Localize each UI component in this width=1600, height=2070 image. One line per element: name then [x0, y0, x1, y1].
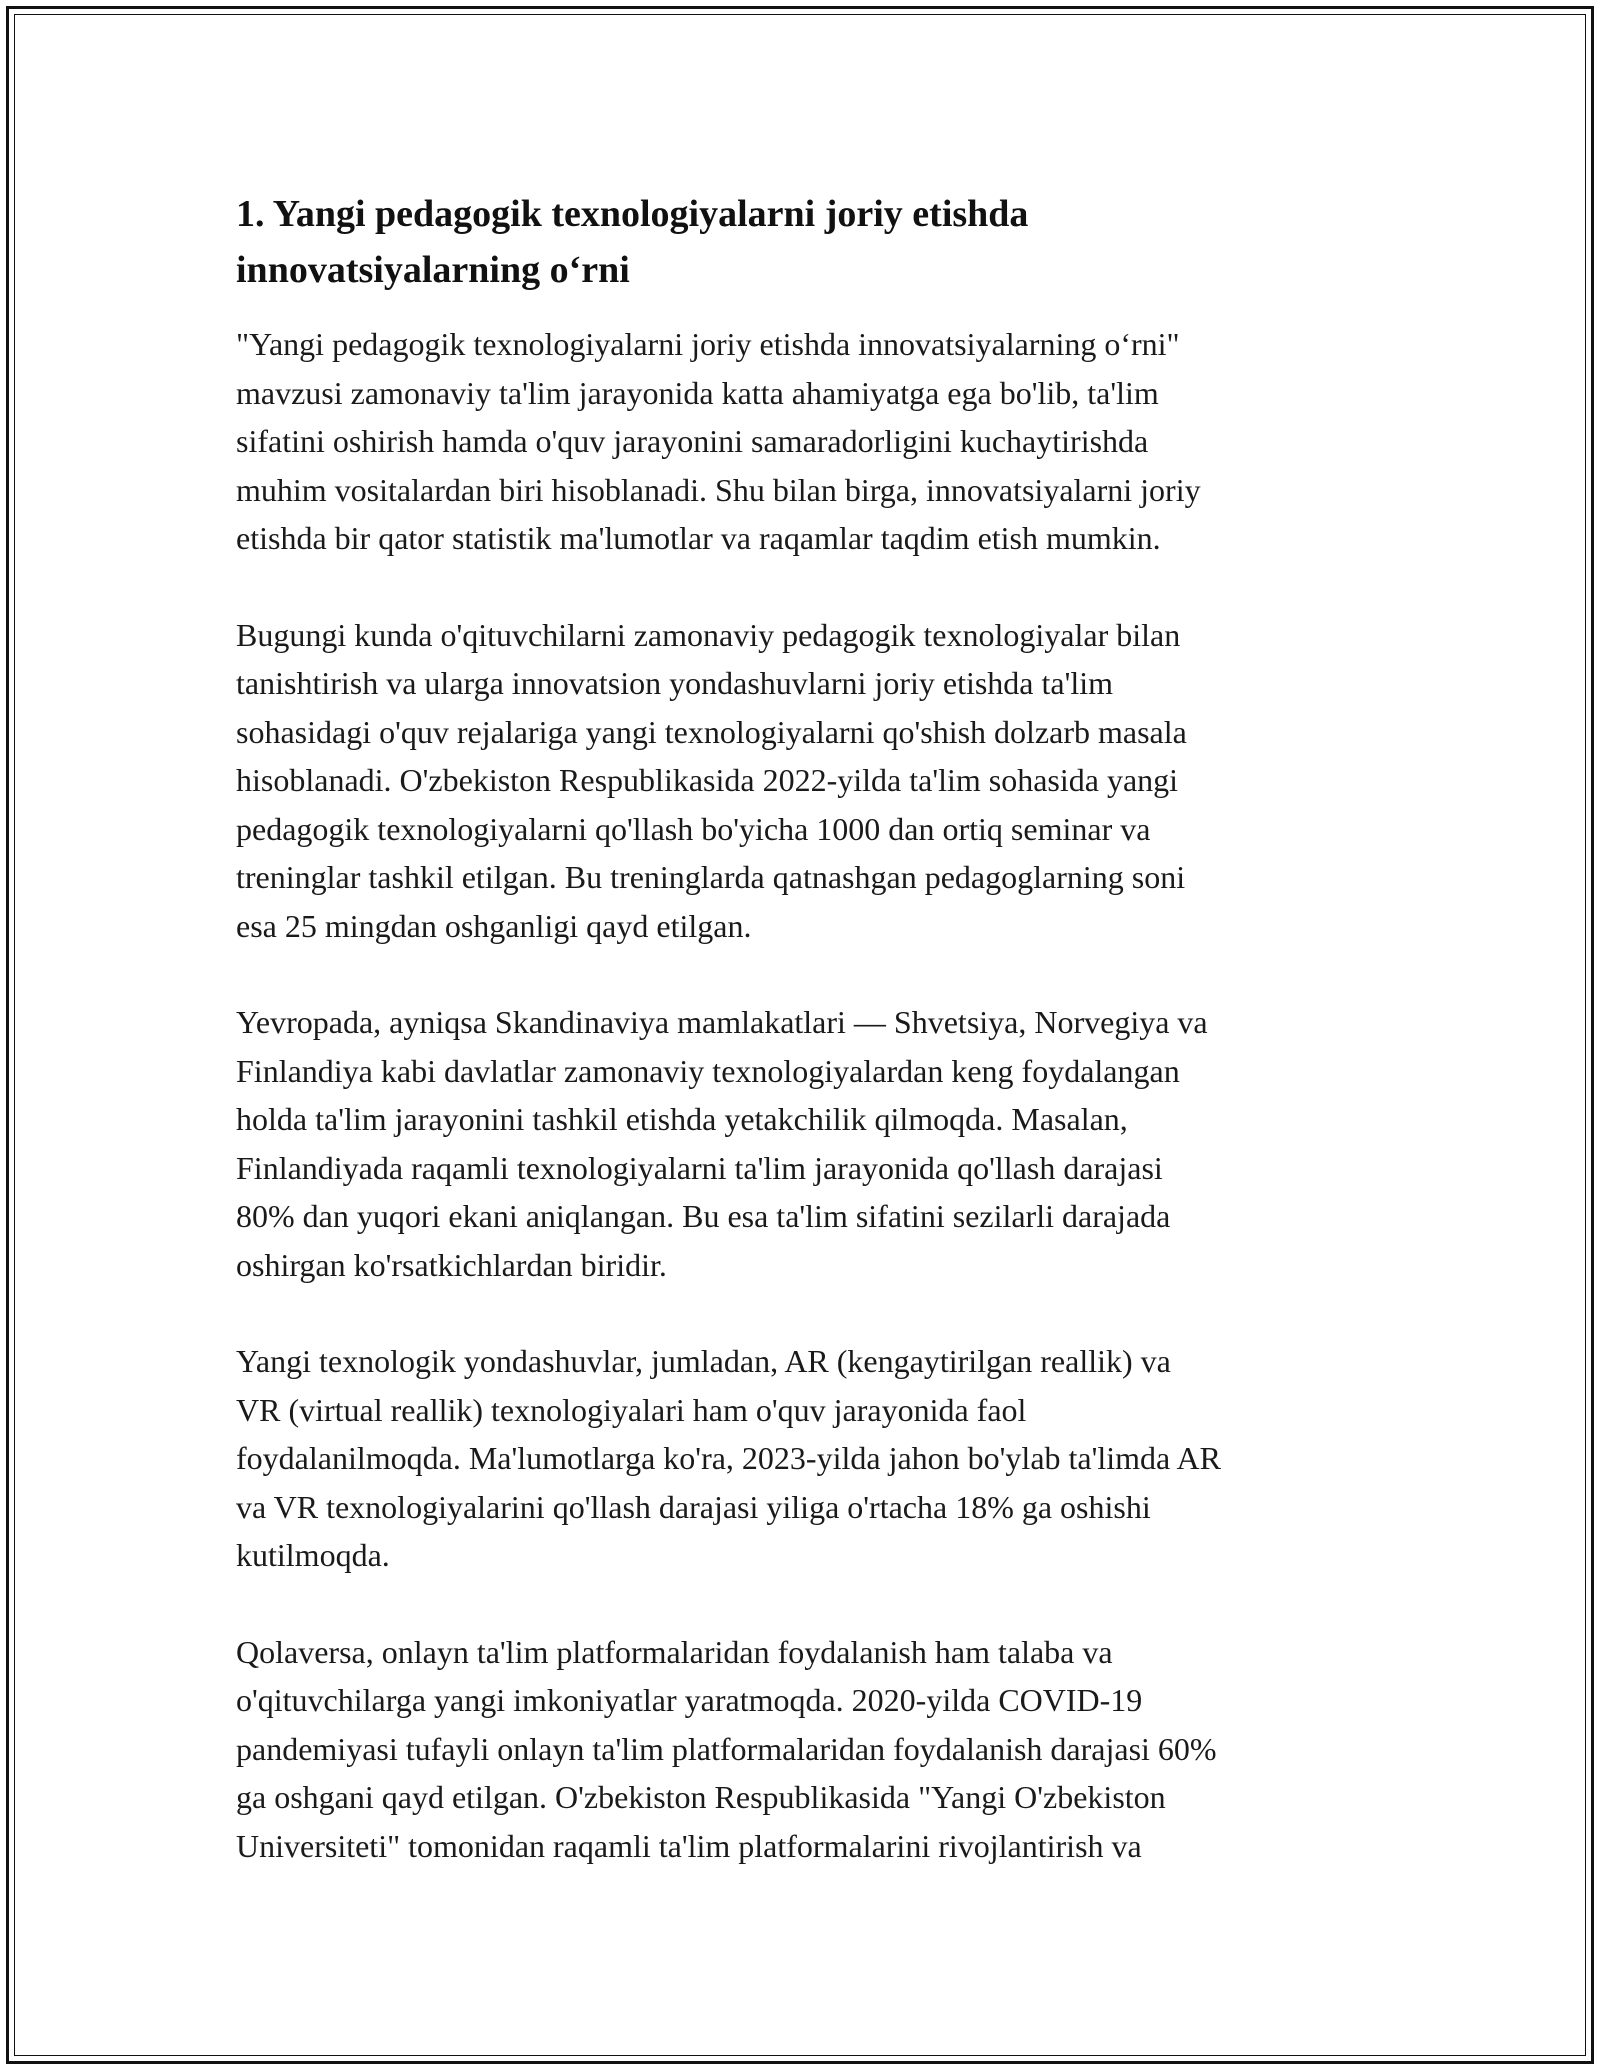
paragraph-intro: "Yangi pedagogik texnologiyalarni joriy etishda innovatsiyalarning o‘rni" mavzusi zamonaviy ta'lim jarayonida katta ahamiyatga ega bo'lib, ta'lim sifatini oshirish hamda o'quv jarayonini samaradorligini kuchaytirishda muhim vositalardan biri hisoblanadi. Shu bilan birga, innovatsiyalarni joriy etishda bir qator statistik ma'lumotlar va raqamlar taqdim etish mumkin. [236, 326, 1201, 556]
section-title: 1. Yangi pedagogik texnologiyalarni joriy etishda innovatsiyalarning o‘rni [236, 193, 1029, 291]
paragraph-uzbekistan-trainings: Bugungi kunda o'qituvchilarni zamonaviy pedagogik texnologiyalar bilan tanishtirish va ularga innovatsion yondashuvlarni joriy etishda ta'lim sohasidagi o'quv rejalariga yangi texnologiyalarni qo'shish dolzarb masala hisoblanadi. O'zbekiston Respublikasida 2022-yilda ta'lim sohasida yangi pedagogik texnologiyalarni qo'llash bo'yicha 1000 dan ortiq seminar va treninglar tashkil etilgan. Bu treninglarda qatnashgan pedagoglarning soni esa 25 mingdan oshganligi qayd etilgan. [236, 616, 1187, 944]
paragraph-online-platforms: Qolaversa, onlayn ta'lim platformalaridan foydalanish ham talaba va o'qituvchilarga yangi imkoniyatlar yaratmoqda. 2020-yilda COVID-19 pandemiyasi tufayli onlayn ta'lim platformalaridan foydalanish darajasi 60% ga oshgani qayd etilgan. O'zbekiston Respublikasida "Yangi O'zbekiston Universiteti" tomonidan raqamli ta'lim platformalarini rivojlantirish va [236, 1633, 1217, 1864]
paragraph-scandinavia: Yevropada, ayniqsa Skandinaviya mamlakatlari — Shvetsiya, Norvegiya va Finlandiya kabi davlatlar zamonaviy texnologiyalardan keng foydalangan holda ta'lim jarayonini tashkil etishda yetakchilik qilmoqda. Masalan, Finlandiyada raqamli texnologiyalarni ta'lim jarayonida qo'llash darajasi 80% dan yuqori ekani aniqlangan. Bu esa ta'lim sifatini sezilarli darajada oshirgan ko'rsatkichlardan biridir. [236, 1004, 1208, 1283]
document-body [236, 186, 1396, 1918]
paragraph-ar-vr: Yangi texnologik yondashuvlar, jumladan, AR (kengaytirilgan reallik) va VR (virtual reallik) texnologiyalari ham o'quv jarayonida faol foydalanilmoqda. Ma'lumotlarga ko'ra, 2023-yilda jahon bo'ylab ta'limda AR va VR texnologiyalarini qo'llash darajasi yiliga o'rtacha 18% ga oshishi kutilmoqda. [236, 1343, 1221, 1573]
